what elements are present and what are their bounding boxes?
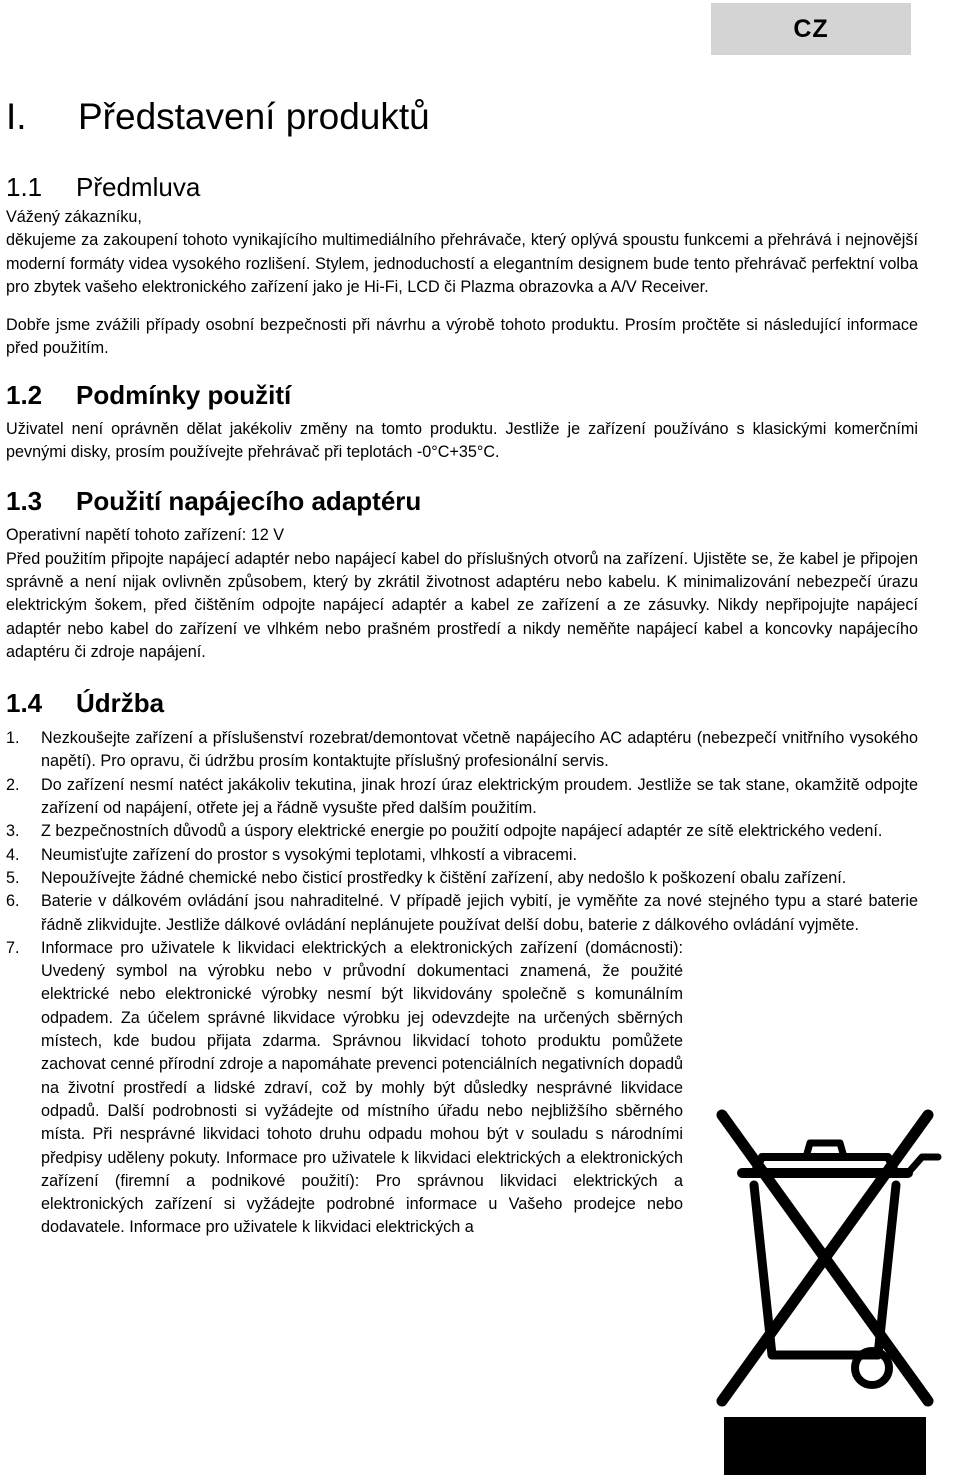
list-item: 2. Do zařízení nesmí natéct jakákoliv tekutina, jinak hrozí úraz elektrickým proudem. Jestliže se tak stane, okamžitě odpojte zařízení od napájení, otřete jej a řádně vysušte před dalším použitím.: [6, 775, 918, 818]
page-title: [6, 86, 918, 148]
document-page: [6, 86, 918, 1240]
preface-paragraph: děkujeme za zakoupení tohoto vynikajícího multimediálního přehrávače, který oplývá spoustu funkcemi a přehrává i nejnovější moderní formáty videa vysokého rozlišení. Stylem, jednoduchostí a elegantním designem bude tento přehrávač perfektní volba pro zbytek vašeho elektronického zařízení jako je Hi-Fi, LCD či Plazma obrazovka a A/V Receiver.: [6, 231, 918, 296]
page-title-text: Představení produktů: [78, 96, 430, 137]
list-item: 4. Neumisťujte zařízení do prostor s vysokými teplotami, vlhkostí a vibracemi.: [6, 845, 577, 864]
section-heading-preface: [6, 168, 918, 206]
operating-voltage: Operativní napětí tohoto zařízení: 12 V: [6, 526, 285, 545]
section-number: 1.2: [6, 379, 43, 410]
section-number: 1.4: [6, 688, 43, 719]
section-heading-conditions: [6, 376, 918, 414]
section-title: Použití napájecího adaptéru: [76, 486, 422, 517]
section-title: Podmínky použití: [76, 379, 292, 410]
salutation: Vážený zákazníku,: [6, 208, 142, 226]
page-title-number: I.: [6, 96, 27, 137]
crossed-out-wheelie-bin-icon: [702, 1085, 948, 1478]
conditions-paragraph: Uživatel není oprávněn dělat jakékoliv změny na tomto produktu. Jestliže je zařízení používáno s klasickými komerčními pevnými disky, prosím používejte přehrávač při teplotách -0°C+35°C.: [6, 419, 918, 462]
section-number: 1.3: [6, 486, 43, 517]
list-item: 5. Nepoužívejte žádné chemické nebo čisticí prostředky k čištění zařízení, aby nedošlo k poškození obalu zařízení.: [6, 868, 847, 887]
language-badge: CZ: [711, 3, 911, 55]
section-heading-adapter: [6, 482, 918, 520]
list-item: 3. Z bezpečnostních důvodů a úspory elektrické energie po použití odpojte napájecí adaptér ze sítě elektrického vedení.: [6, 822, 883, 841]
section-number: 1.1: [6, 172, 43, 202]
list-item: 6. Baterie v dálkovém ovládání jsou nahraditelné. V případě jejich vybití, je vyměňte za nové stejného typu a staré baterie řádně zlikvidujte. Jestliže dálkové ovládání neplánujete používat delší dobu, baterie z dálkového ovládání vyjměte.: [6, 892, 918, 934]
list-item: 7. Informace pro uživatele k likvidaci elektrických a elektronických zařízení (domácnosti): Uvedený symbol na výrobku nebo v průvodní dokumentaci znamená, že použité elektrické nebo elektronické výrobky nesmí být likvidovány společně s komunálním odpadem. Za účelem správné likvidace výrobku jej odevzdejte na určených sběrných místech, kde budou přijata zdarma. Správnou likvidací tohoto produktu pomůžete zachovat cenné přírodní zdroje a napomáhate prevenci potenciálních negativních dopadů na životní prostředí a lidské zdraví, což by mohly být důsledky nesprávné likvidace odpadů. Další podrobnosti si vyžádejte od místního úřadu nebo nejbližšího sběrného místa. Při nesprávné likvidaci tohoto druhu odpadu mohou být v souladu s národními předpisy uděleny pokuty. Informace pro uživatele k likvidaci elektrických a elektronických zařízení (firemní a podnikové použití): Pro správnou likvidaci elektrických a elektronických zařízení si vyžádejte podrobné informace u Vašeho prodejce nebo dodavatele. Informace pro uživatele k likvidaci elektrických a: [6, 938, 683, 1237]
list-item: 1. Nezkoušejte zařízení a příslušenství rozebrat/demontovat včetně napájecího AC adaptéru (nebezpečí vnitřního vysokého napětí). Pro opravu, či údržbu prosím kontaktujte příslušný profesionální servis.: [6, 729, 918, 771]
section-title: Údržba: [76, 688, 165, 719]
adapter-paragraph: Před použitím připojte napájecí adaptér nebo napájecí kabel do příslušných otvorů na zařízení. Ujistěte se, že kabel je připojen správně a není nijak ovlivněn způsobem, který by zkrátil životnost adaptéru nebo kabelu. K minimalizování nebezpečí úrazu elektrickým šokem, před čištěním odpojte napájecí adaptér a kabel ze zařízení a ze zásuvky. Nikdy nepřipojujte napájecí adaptér nebo kabel do zařízení ve vlhkém nebo prašném prostředí a nikdy neměňte napájecí kabel a koncovky napájecího adaptéru či zdroje napájení.: [6, 549, 918, 661]
safety-paragraph: Dobře jsme zvážili případy osobní bezpečnosti při návrhu a výrobě tohoto produktu. Prosím pročtěte si následující informace před použitím.: [6, 316, 918, 358]
section-heading-maintenance: [6, 684, 918, 722]
section-title: Předmluva: [76, 172, 201, 202]
